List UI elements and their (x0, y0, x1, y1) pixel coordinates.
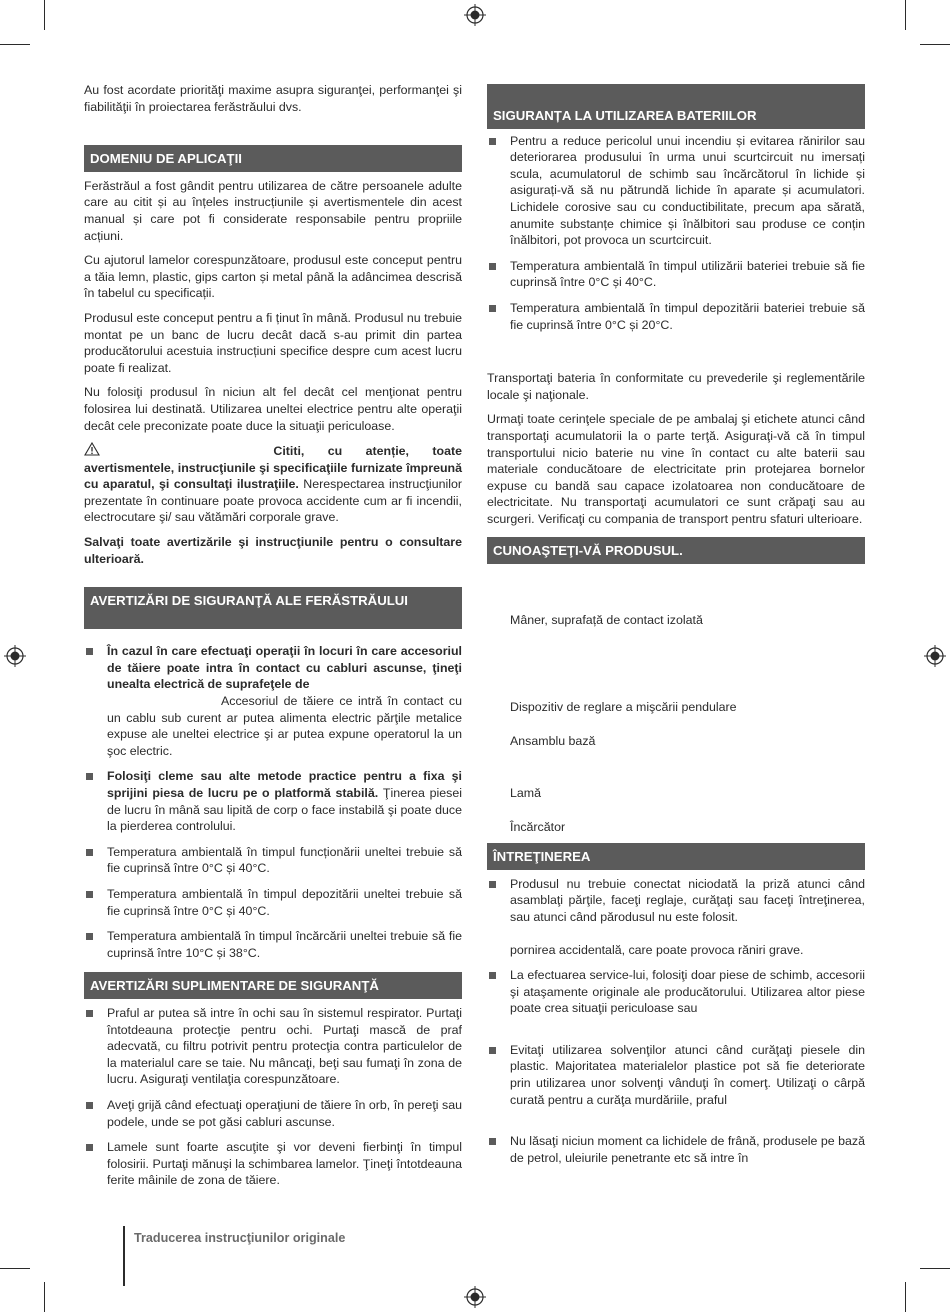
warning-paragraph (84, 442, 462, 526)
list-item: Temperatura ambientală în timpul utilizării bateriei trebuie să fie cuprinsă între 0°C și 40°C. (487, 258, 865, 291)
right-column (487, 84, 865, 1175)
list-item: Lamele sunt foarte ascuţite şi vor deveni fierbinţi în timpul folosirii. Purtaţi mănuşi la schimbarea lamelor. Ţineţi întotdeauna ferite mâinile de zona de tăiere. (84, 1139, 462, 1189)
crop-mark (44, 1282, 45, 1312)
crop-mark (905, 1282, 906, 1312)
transport-paragraph: Transportaţi bateria în conformitate cu prevederile şi reglementările locale şi naţionale. (487, 371, 865, 402)
paragraph: Ferăstrăul a fost gândit pentru utilizarea de către persoanele adulte care au citit și au înțeles instrucțiunile și avertismentele din acest manual și care pot fi considerate responsabile pentru propriile acțiuni. (84, 178, 462, 243)
paragraph: Cu ajutorul lamelor corespunzătoare, produsul este conceput pentru a tăia lemn, plastic, gips carton și metal până la adâncimea descrisă în tabelul cu specificații. (84, 253, 462, 301)
list-item: Pentru a reduce pericolul unui incendiu și evitarea rănirilor sau deteriorarea produsului în urma unui scurtcircuit nu imersați scula, acumulatorul de schimb sau încărcătorul în lichide și asigurați-vă să nu pătrundă lichide în aparate și acumulatori. Lichidele corosive sau cu conductibilitate, precum apa sărată, anumite substanțe chimice și înălbitori sau produse ce conțin înălbitori, pot provoca un scurtcircuit. (487, 133, 865, 249)
list-item: În cazul în care efectuaţi operaţii în locuri în care accesoriul de tăiere poate intra în contact cu cabluri ascunse, ţineţi unealta electrică de suprafeţele de Accesoriul de tăiere ce intră în contact cu un cablu sub curent ar putea alimenta electric părţile metalice expuse ale uneltei electrice şi ar putea expune operatorul la un şoc electric. (84, 643, 462, 759)
product-part-base: Ansamblu bază (510, 734, 596, 749)
list-item: Temperatura ambientală în timpul încărcării uneltei trebuie să fie cuprinsă între 10°C și 38°C. (84, 928, 462, 961)
registration-mark-icon (464, 4, 486, 26)
transport-paragraph: Urmaţi toate cerinţele speciale de pe ambalaj şi etichete atunci când transportaţi acumulatorii la o parte terţă. Asiguraţi-vă că în timpul transportului nicio baterie nu vine în contact cu alte baterii sau materiale conducătoare de electricitate prin protejarea bornelor expuse cu bandă sau capace izolatoarea non conducătoare de electricitate. Nu transportaţi acumulatori ce sunt crăpaţi sau au scurgeri. Verificaţi cu compania de transport pentru sfaturi ulterioare. (487, 412, 865, 526)
crop-mark (920, 44, 950, 45)
additional-safety-list (84, 1005, 462, 1189)
footer-text: Traducerea instrucţiunilor originale (134, 1231, 346, 1245)
list-item: Produsul nu trebuie conectat niciodată la priză atunci când asamblaţi părţile, faceţi reglaje, curăţaţi sau faceţi întreţinerea, sau atunci când părodusul nu este folosit. (487, 876, 865, 926)
crop-mark (0, 1268, 30, 1269)
list-item: La efectuarea service-lui, folosiţi doar piese de schimb, accesorii şi ataşamente originale ale producătorului. Utilizarea altor piese poate crea situaţii periculoase sau (487, 967, 865, 1017)
section-heading-suplimentare: AVERTIZĂRI SUPLIMENTARE DE SIGURANŢĂ (84, 972, 462, 999)
list-item: Temperatura ambientală în timpul depozitării uneltei trebuie să fie cuprinsă între 0°C și 40°C. (84, 886, 462, 919)
warning-text: Nerespectarea instrucţiunilor prezentate în continuare poate provoca accidente cum ar fi incendii, electrocutare şi/ sau vătămări corporale grave. (84, 477, 462, 525)
crop-mark (44, 0, 45, 30)
crop-mark (905, 0, 906, 30)
product-part-pendulum: Dispozitiv de reglare a mişcării pendulare (510, 699, 737, 714)
list-item: Temperatura ambientală în timpul depozitării bateriei trebuie să fie cuprinsă între 0°C și 20°C. (487, 300, 865, 333)
section-heading-avertizari: AVERTIZĂRI DE SIGURANŢĂ ALE FERĂSTRĂULUI (84, 587, 462, 629)
paragraph: Produsul este conceput pentru a fi ținut în mână. Produsul nu trebuie montat pe un banc de lucru decât dacă s-au primit din partea producătorului acestuia instrucțiuni specifice despre cum acest lucru poate fi realizat. (84, 310, 462, 375)
warning-bold-text: Cititi, cu atenție, toate avertismentele, instrucţiunile şi specificaţiile furnizate împreună cu aparatul, şi consultaţi ilustraţiile. (84, 444, 462, 492)
intro-paragraph: Au fost acordate priorităţi maxime asupra siguranţei, performanţei şi fiabilităţii în proiectarea ferăstrăului dvs. (84, 83, 462, 114)
footer-rule (123, 1226, 125, 1286)
crop-mark (920, 1268, 950, 1269)
section-heading-baterii: SIGURANȚA LA UTILIZAREA BATERIILOR (487, 84, 865, 129)
product-part-charger: Încărcător (510, 820, 566, 835)
paragraph: Nu folosiţi produsul în niciun alt fel decât cel menţionat pentru folosirea lui destinată. Utilizarea uneltei electrice pentru alte operaţii decât cele preconizate poate duce la situaţii periculoase. (84, 385, 462, 433)
maintenance-list (487, 967, 865, 1166)
safety-list (84, 643, 462, 961)
list-item: Aveţi grijă când efectuaţi operaţiuni de tăiere în orb, în pereţi sau podele, unde se pot găsi cabluri ascunse. (84, 1097, 462, 1130)
list-item: Evitaţi utilizarea solvenţilor atunci când curăţaţi piesele din plastic. Majoritatea materialelor plastice pot să fie deteriorate prin utilizarea unor solvenţi vânduţi în comerţ. Utilizaţi o cârpă curată pentru a curăţa murdăriile, praful (487, 1042, 865, 1108)
warning-triangle-icon (84, 442, 100, 456)
list-item: Temperatura ambientală în timpul funcționării uneltei trebuie să fie cuprinsă între 0°C și 40°C. (84, 844, 462, 877)
registration-mark-icon (924, 645, 946, 667)
list-item: Folosiţi cleme sau alte metode practice pentru a fixa şi sprijini piesa de lucru pe o platformă stabilă. Ţinerea piesei de lucru în mână sau lipită de corp o face instabilă şi poate duce la pierderea controlului. (84, 768, 462, 834)
crop-mark (0, 44, 30, 45)
maintenance-list (487, 876, 865, 926)
save-instructions: Salvaţi toate avertizările şi instrucţiunile pentru o consultare ulterioară. (84, 535, 462, 566)
registration-mark-icon (4, 645, 26, 667)
section-heading-intretinere: ÎNTREŢINEREA (487, 843, 865, 870)
maintenance-continuation: pornirea accidentală, care poate provoca răniri grave. (510, 943, 804, 958)
list-item: Praful ar putea să intre în ochi sau în sistemul respirator. Purtaţi întotdeauna protecţie pentru ochi. Purtaţi mască de praf adecvată, cu filtru potrivit pentru protecţia contra particulelor de la materialul care se taie. Nu mâncaţi, beţi sau fumaţi în zona de lucru. Asiguraţi ventilaţia corespunzătoare. (84, 1005, 462, 1088)
left-column (84, 82, 462, 1198)
registration-mark-icon (464, 1286, 486, 1308)
product-part-handle: Mâner, suprafață de contact izolată (510, 613, 703, 628)
section-heading-produs: CUNOAŞTEŢI-VĂ PRODUSUL. (487, 537, 865, 564)
section-heading-domeniu: DOMENIU DE APLICAŢII (84, 145, 462, 172)
battery-list (487, 133, 865, 334)
list-item: Nu lăsaţi niciun moment ca lichidele de frână, produsele pe bază de petrol, uleiurile penetrante etc să intre în (487, 1133, 865, 1166)
product-part-blade: Lamă (510, 785, 541, 800)
